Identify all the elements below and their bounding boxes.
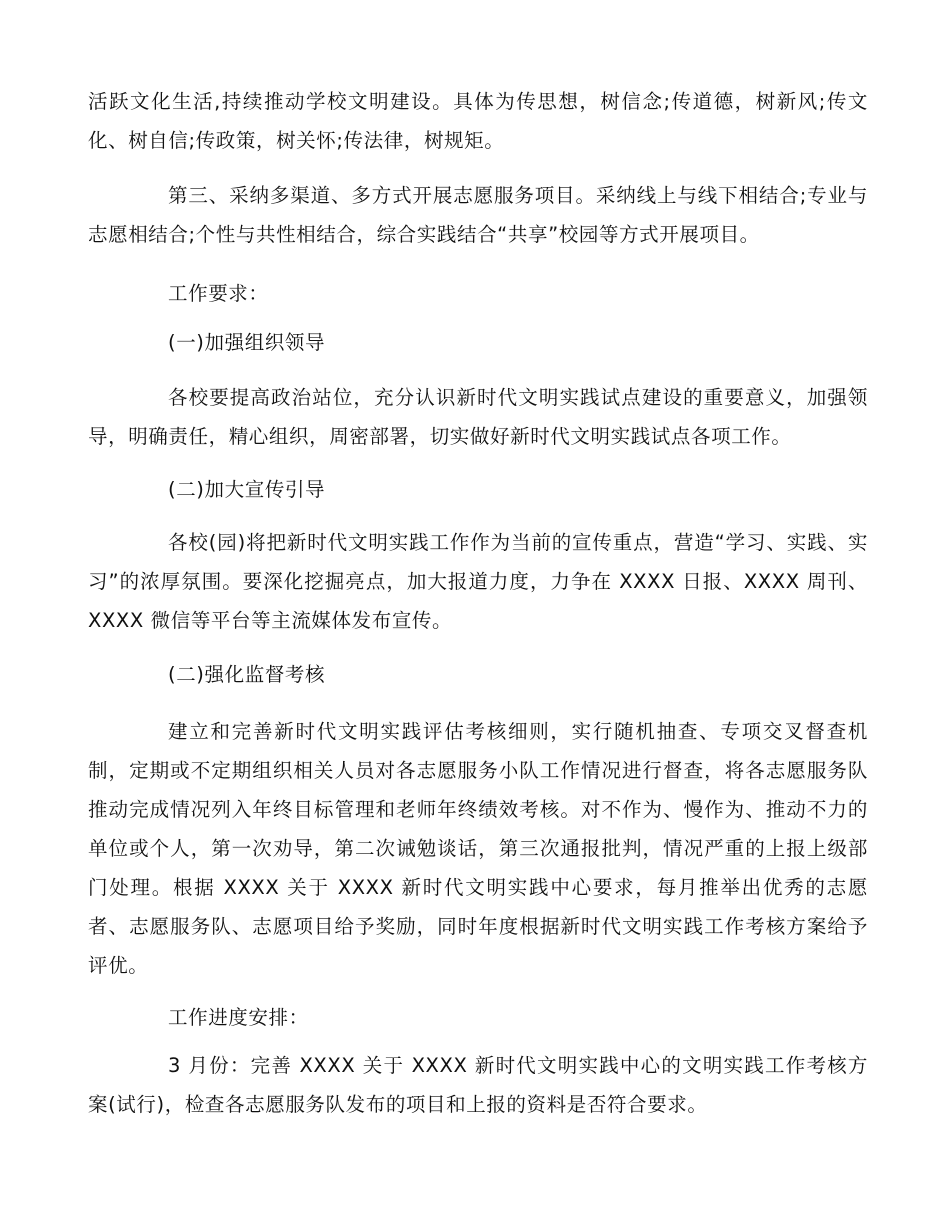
heading-work-requirements: 工作要求： [168,282,269,305]
paragraph-organization: 各校要提高政治站位，充分认识新时代文明实践试点建设的重要意义，加强领导，明确责任，精心组织，周密部署，切实做好新时代文明实践试点各项工作。 [88,386,868,448]
heading-supervision: (二)强化监督考核 [168,663,326,686]
paragraph-third-point: 第三、采纳多渠道、多方式开展志愿服务项目。采纳线上与线下相结合;专业与志愿相结合;个性与共性相结合，综合实践结合“共享”校园等方式开展项目。 [88,184,868,246]
heading-publicity: (二)加大宣传引导 [168,478,326,501]
paragraph-continuation: 活跃文化生活,持续推动学校文明建设。具体为传思想，树信念;传道德，树新风;传文化、树自信;传政策，树关怀;传法律，树规矩。 [88,90,868,152]
paragraph-supervision: 建立和完善新时代文明实践评估考核细则，实行随机抽查、专项交叉督查机制，定期或不定期组织相关人员对各志愿服务小队工作情况进行督查，将各志愿服务队推动完成情况列入年终目标管理和老师年终绩效考核。对不作为、慢作为、推动不力的单位或个人，第一次劝导，第二次诫勉谈话，第三次通报批判，情况严重的上报上级部门处理。根据 XXXX 关于 XXXX 新时代文明实践中心要求，每月推举出优秀的志愿者、志愿服务队、志愿项目给予奖励，同时年度根据新时代文明实践工作考核方案给予评优。 [88,720,868,977]
heading-schedule: 工作进度安排： [168,1006,309,1029]
heading-organization: (一)加强组织领导 [168,331,326,354]
paragraph-march: 3 月份：完善 XXXX 关于 XXXX 新时代文明实践中心的文明实践工作考核方案(试行)，检查各志愿服务队发布的项目和上报的资料是否符合要求。 [88,1054,868,1116]
paragraph-publicity: 各校(园)将把新时代文明实践工作作为当前的宣传重点，营造“学习、实践、实习”的浓厚氛围。要深化挖掘亮点，加大报道力度，力争在 XXXX 日报、XXXX 周刊、XXXX 微信等平台等主流媒体发布宣传。 [88,531,868,632]
